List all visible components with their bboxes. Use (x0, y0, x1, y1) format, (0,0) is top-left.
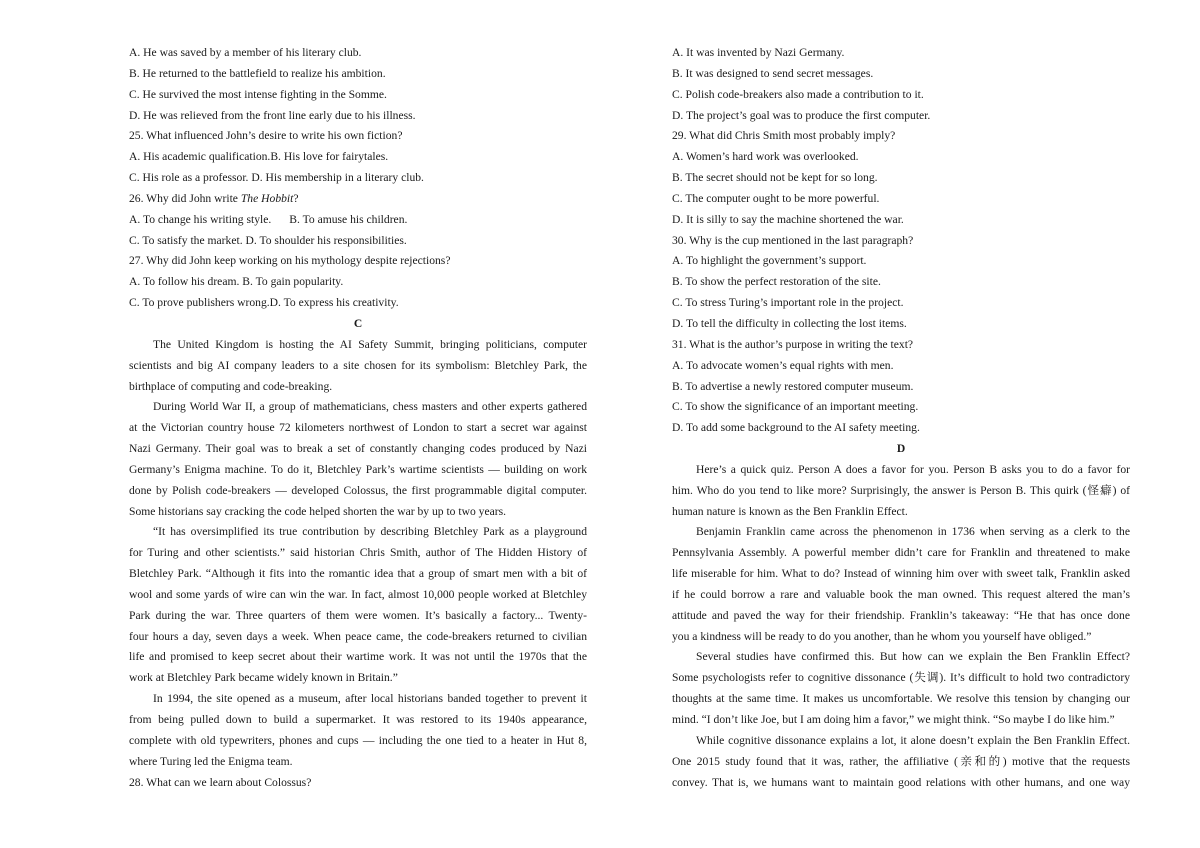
q28-option-c: C. Polish code-breakers also made a contribution to it. (672, 87, 924, 101)
text-line: Several studies have confirmed this. But how can we explain the Ben Franklin Effect? (696, 650, 1130, 664)
text-line: Pennsylvania Assembly. A powerful member didn’t care for Franklin and threatened to make (672, 546, 1130, 560)
q26-options-cd: C. To satisfy the market. D. To shoulder his responsibilities. (129, 233, 407, 247)
q28-option-d: D. The project’s goal was to produce the first computer. (672, 108, 931, 122)
text-line: Some psychologists refer to cognitive dissonance (失调). It’s difficult to hold two contradictory (672, 671, 1130, 685)
text-line: you a kindness will be ready to do you another, than he whom you yourself have obliged.” (672, 629, 1092, 643)
question-25: 25. What influenced John’s desire to write his own fiction? (129, 129, 403, 143)
text-line: him. Who do you tend to like more? Surprisingly, the answer is Person B. This quirk (怪癖) of (672, 483, 1130, 497)
left-column (129, 43, 587, 793)
q29-option-a: A. Women’s hard work was overlooked. (672, 150, 859, 164)
question-29: 29. What did Chris Smith most probably imply? (672, 129, 896, 143)
text-line: if he could borrow a rare and valuable book the man owned. This request altered the man’s (672, 587, 1130, 601)
q24-option-a: A. He was saved by a member of his literary club. (129, 46, 362, 59)
text-line: work at Bletchley Park became widely known in Britain.” (129, 671, 398, 685)
question-30: 30. Why is the cup mentioned in the last paragraph? (672, 233, 914, 247)
section-d-heading: D (896, 442, 906, 456)
passage-c-paragraph-1 (129, 335, 587, 398)
q25-options-ab: A. His academic qualification.B. His love for fairytales. (129, 150, 389, 164)
text-line: at the Victorian country house 72 kilometers northwest of London to start a secret war against (129, 421, 587, 435)
text-line: where Turing led the Enigma team. (129, 754, 293, 768)
q30-option-c: C. To stress Turing’s important role in the project. (672, 296, 904, 310)
q28-option-a: A. It was invented by Nazi Germany. (672, 46, 845, 59)
text-line: Bletchley Park. “Although it fits into the romantic idea that a group of smart men with a bit of (129, 567, 587, 581)
passage-d-paragraph-2 (672, 522, 1130, 647)
q24-option-d: D. He was relieved from the front line early due to his illness. (129, 108, 416, 122)
text-line: human nature is known as the Ben Franklin Effect. (672, 504, 908, 518)
q27-options-cd: C. To prove publishers wrong.D. To express his creativity. (129, 296, 399, 310)
text-line: Germany’s Enigma machine. To do it, Bletchley Park’s wartime scientists — building on work (129, 462, 587, 476)
q31-option-c: C. To show the significance of an important meeting. (672, 400, 919, 414)
passage-c-paragraph-2 (129, 397, 587, 522)
text-line: Park during the war. Three quarters of them were women. It’s basically a factory... Twenty- (129, 608, 587, 622)
text-line: thoughts at the same time. It makes us uncomfortable. We resolve this tension by changing our (672, 692, 1130, 706)
text-line: convey. That is, we humans want to maintain good relations with other humans, and one way (672, 775, 1130, 789)
q31-option-b: B. To advertise a newly restored computer museum. (672, 379, 914, 393)
passage-c-paragraph-4 (129, 689, 587, 772)
passage-d-paragraph-3 (672, 647, 1130, 730)
question-28: 28. What can we learn about Colossus? (129, 775, 312, 789)
q29-option-d: D. It is silly to say the machine shortened the war. (672, 212, 904, 226)
q31-option-d: D. To add some background to the AI safety meeting. (672, 421, 920, 435)
question-26 (129, 189, 587, 210)
q26-option-b: B. To amuse his children. (289, 212, 408, 226)
text-line: attitude and paved the way for their friendship. Franklin’s takeaway: “He that has once done (672, 608, 1130, 622)
q26-prefix: 26. Why did John write (129, 191, 241, 205)
text-line: “It has oversimplified its true contribution by describing Bletchley Park as a playground (153, 525, 587, 539)
q24-option-c: C. He survived the most intense fighting in the Somme. (129, 87, 387, 101)
q26-suffix: ? (293, 191, 299, 205)
text-line: for Turing and other scientists.” said historian Chris Smith, author of The Hidden History of (129, 546, 587, 560)
q29-option-c: C. The computer ought to be more powerful. (672, 191, 880, 205)
text-line: four hours a day, seven days a week. When peace came, the code-breakers returned to civilian (129, 629, 587, 643)
question-31: 31. What is the author’s purpose in writing the text? (672, 337, 914, 351)
text-line: Here’s a quick quiz. Person A does a favor for you. Person B asks you to do a favor for (696, 462, 1130, 476)
text-line: scientists and big AI company leaders to a site chosen for its symbolism: Bletchley Park, the (129, 358, 587, 372)
q25-options-cd: C. His role as a professor. D. His membership in a literary club. (129, 171, 424, 185)
right-column (672, 43, 1130, 793)
q29-option-b: B. The secret should not be kept for so long. (672, 171, 878, 185)
q31-option-a: A. To advocate women’s equal rights with men. (672, 358, 894, 372)
q30-option-a: A. To highlight the government’s support. (672, 254, 867, 268)
text-line: birthplace of computing and code-breaking. (129, 379, 333, 393)
q26-option-a: A. To change his writing style. (129, 212, 272, 226)
text-line: While cognitive dissonance explains a lot, it alone doesn’t explain the Ben Franklin Effect. (696, 733, 1130, 747)
text-line: Some historians say cracking the code helped shorten the war by up to two years. (129, 504, 507, 518)
text-line: complete with old typewriters, phones and cups — including the one tied to a heater in Hut 8, (129, 733, 587, 747)
text-line: life and promised to keep secret about their wartime work. It was not until the 1970s that the (129, 650, 587, 664)
q28-option-b: B. It was designed to send secret messages. (672, 66, 874, 80)
section-c-heading: C (353, 316, 363, 330)
text-line: Benjamin Franklin came across the phenomenon in 1736 when serving as a clerk to the (696, 525, 1130, 539)
text-line: mind. “I don’t like Joe, but I am doing him a favor,” we might think. “So maybe I do like him.” (672, 713, 1115, 726)
q27-options-ab: A. To follow his dream. B. To gain popularity. (129, 275, 344, 289)
text-line: The United Kingdom is hosting the AI Safety Summit, bringing politicians, computer (153, 337, 587, 351)
q24-option-b: B. He returned to the battlefield to realize his ambition. (129, 66, 386, 80)
q30-option-b: B. To show the perfect restoration of the site. (672, 275, 881, 289)
q30-option-d: D. To tell the difficulty in collecting the lost items. (672, 316, 907, 330)
text-line: done by Polish code-breakers — developed Colossus, the first programmable digital computer. (129, 483, 587, 497)
text-line: life miserable for him. What to do? Instead of winning him over with sweet talk, Franklin asked (672, 567, 1130, 581)
passage-d-paragraph-1 (672, 460, 1130, 523)
text-line: During World War II, a group of mathematicians, chess masters and other experts gathered (153, 400, 587, 414)
q26-book-title: The Hobbit (240, 191, 294, 205)
passage-d-paragraph-4 (672, 731, 1130, 794)
q26-options-ab (129, 210, 587, 231)
text-line: from being pulled down to build a supermarket. It was restored to its 1940s appearance, (129, 713, 587, 726)
question-27: 27. Why did John keep working on his mythology despite rejections? (129, 254, 451, 268)
text-line: Nazi Germany. Their goal was to break a set of constantly changing codes produced by Nazi (129, 442, 587, 456)
passage-c-paragraph-3 (129, 522, 587, 689)
text-line: In 1994, the site opened as a museum, after local historians banded together to prevent it (153, 692, 587, 706)
text-line: One 2015 study found that it was, rather, the affiliative (亲和的) motive that the requests (672, 754, 1130, 768)
text-line: wool and some yards of wire can win the war. In fact, almost 10,000 people worked at Bletchley (129, 587, 587, 601)
